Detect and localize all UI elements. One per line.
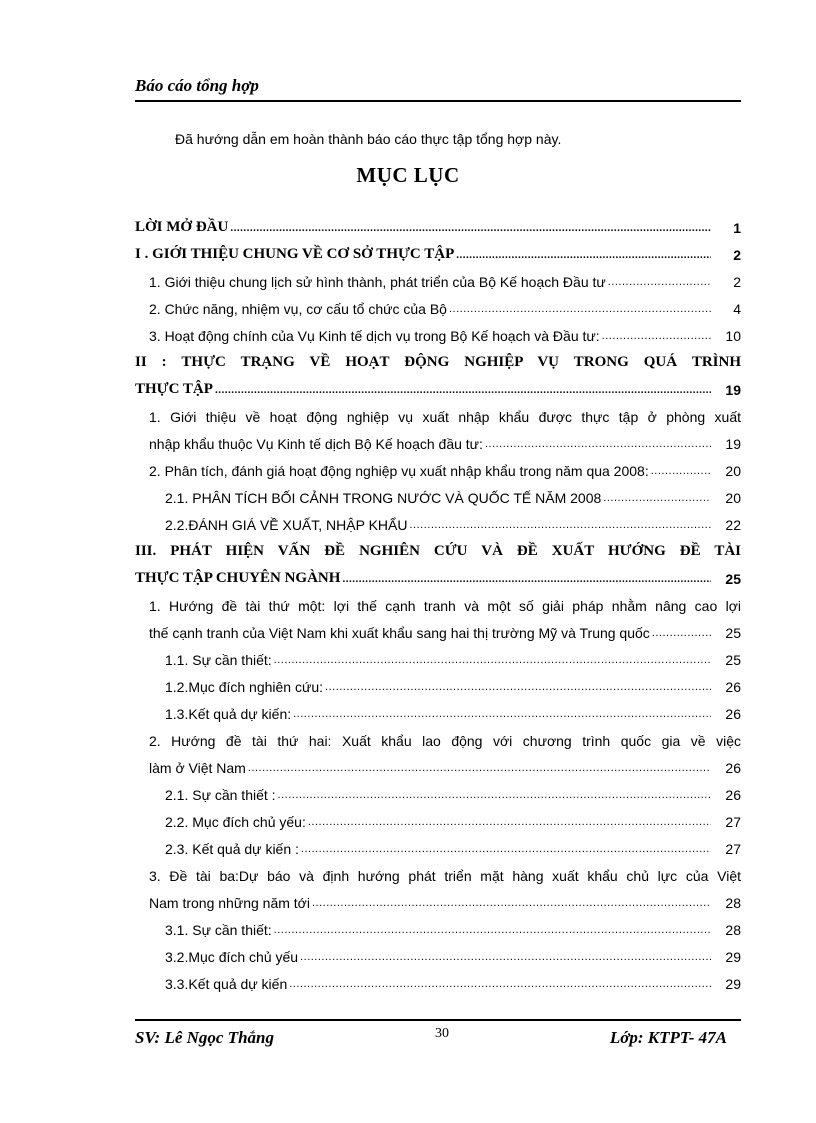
toc-entry-2-2-1[interactable] [135, 484, 741, 511]
toc-entry-text-continued: THỰC TẬP [135, 381, 213, 397]
toc-page-number: 22 [725, 516, 741, 533]
toc-entry-3-3-1[interactable] [135, 916, 741, 943]
toc-entry-3-1[interactable] [135, 592, 741, 646]
toc-entry-text: 1. Giới thiệu về hoạt động nghiệp vụ xuất nhập khẩu được thực tập ở phòng xuất [149, 408, 741, 425]
leader-dots [608, 276, 711, 288]
page-header [135, 76, 741, 102]
toc-entry-text: 2. Phân tích, đánh giá hoạt động nghiệp vụ xuất nhập khẩu trong năm qua 2008: [149, 462, 649, 479]
report-title: Báo cáo tổng hợp [135, 76, 259, 95]
intro-text: Đã hướng dẫn em hoàn thành báo cáo thực tập tổng hợp này. [175, 131, 562, 147]
leader-dots [602, 330, 711, 342]
toc-entry-loi-mo-dau[interactable] [135, 214, 741, 241]
toc-entry-text: 2.3. Kết quả dự kiến : [165, 840, 299, 857]
toc-entry-3-2-3[interactable] [135, 835, 741, 862]
leader-dots [293, 708, 711, 720]
toc-page-number: 29 [725, 948, 741, 965]
toc-page-number: 28 [725, 921, 741, 938]
toc-page-number: 19 [725, 381, 741, 398]
table-of-contents [135, 214, 741, 997]
toc-entry-text: 1.2.Mục đích nghiên cứu: [165, 678, 324, 695]
toc-entry-3-2-1[interactable] [135, 781, 741, 808]
toc-entry-3-2-2[interactable] [135, 808, 741, 835]
toc-entry-3-3-3[interactable] [135, 970, 741, 997]
toc-entry-text: 1. Hướng đề tài thứ một: lợi thế cạnh tranh và một số giải pháp nhằm nâng cao lợi [149, 597, 741, 614]
toc-entry-text: II : THỰC TRẠNG VỀ HOẠT ĐỘNG NGHIỆP VỤ TRONG QUÁ TRÌNH [135, 354, 741, 370]
toc-entry-3-1-2[interactable] [135, 673, 741, 700]
toc-page-number: 27 [725, 813, 741, 830]
toc-entry-text: 3. Hoạt động chính của Vụ Kinh tế dịch vụ trong Bộ Kế hoạch và Đầu tư: [149, 327, 600, 344]
leader-dots [449, 303, 711, 315]
toc-page-number: 26 [725, 678, 741, 695]
toc-entry-3-3-2[interactable] [135, 943, 741, 970]
toc-entry-1-2[interactable] [135, 295, 741, 322]
page-number: 30 [435, 1026, 449, 1041]
toc-entry-text: 2.2. Mục đích chủ yếu: [165, 813, 306, 830]
leader-dots [289, 978, 711, 990]
toc-entry-text: I . GIỚI THIỆU CHUNG VỀ CƠ SỞ THỰC TẬP [135, 246, 455, 262]
toc-entry-text: 3.3.Kết quả dự kiến [165, 975, 288, 992]
toc-page-number: 28 [725, 894, 741, 911]
toc-entry-text: 2.1. PHÂN TÍCH BỐI CẢNH TRONG NƯỚC VÀ QUỐC TẾ NĂM 2008 [165, 489, 602, 506]
toc-entry-3-3[interactable] [135, 862, 741, 916]
toc-entry-text: 2. Chức năng, nhiệm vụ, cơ cấu tổ chức của Bộ [149, 300, 447, 317]
leader-dots [485, 438, 711, 450]
leader-dots [274, 654, 711, 666]
toc-page-number: 27 [725, 840, 741, 857]
class-code: Lớp: KTPT- 47A [609, 1028, 727, 1047]
student-name: SV: Lê Ngọc Thắng [135, 1028, 274, 1047]
toc-entry-section-1[interactable] [135, 241, 741, 268]
leader-dots [456, 249, 711, 261]
toc-entry-2-2[interactable] [135, 457, 741, 484]
toc-entry-1-3[interactable] [135, 322, 741, 349]
toc-page-number: 2 [733, 246, 741, 263]
toc-entry-text-continued: THỰC TẬP CHUYÊN NGÀNH [135, 570, 341, 586]
leader-dots [603, 492, 711, 504]
toc-entry-text-continued: Nam trong những năm tới [149, 894, 310, 911]
toc-page-number: 25 [725, 624, 741, 641]
toc-entry-text: 2.1. Sự cần thiết : [165, 786, 276, 803]
toc-entry-text-continued: làm ở Việt Nam [149, 759, 246, 776]
toc-entry-text: 2.2.ĐÁNH GIÁ VỀ XUẤT, NHẬP KHẨU [165, 516, 408, 533]
leader-dots [215, 384, 711, 396]
leader-dots [230, 222, 711, 234]
leader-dots [409, 519, 711, 531]
leader-dots [342, 573, 711, 585]
toc-entry-section-2[interactable] [135, 349, 741, 403]
toc-page-number: 2 [733, 273, 741, 290]
toc-page-number: 26 [725, 786, 741, 803]
leader-dots [274, 924, 711, 936]
toc-entry-text: 3.2.Mục đích chủ yếu [165, 948, 299, 965]
leader-dots [325, 681, 711, 693]
toc-entry-text-continued: thế cạnh tranh của Việt Nam khi xuất khẩu sang hai thị trường Mỹ và Trung quốc [149, 624, 650, 641]
toc-entry-text-continued: nhập khẩu thuộc Vụ Kinh tế dịch Bộ Kế hoạch đầu tư: [149, 435, 483, 452]
leader-dots [652, 627, 711, 639]
toc-page-number: 4 [733, 300, 741, 317]
toc-page-number: 29 [725, 975, 741, 992]
leader-dots [301, 843, 711, 855]
leader-dots [248, 762, 711, 774]
toc-entry-3-1-3[interactable] [135, 700, 741, 727]
toc-entry-1-1[interactable] [135, 268, 741, 295]
toc-entry-text: 1. Giới thiệu chung lịch sử hình thành, phát triển của Bộ Kế hoạch Đầu tư [149, 273, 606, 290]
toc-entry-text: 1.3.Kết quả dự kiến: [165, 705, 292, 722]
toc-page-number: 25 [725, 651, 741, 668]
toc-entry-text: 2. Hướng đề tài thứ hai: Xuất khẩu lao động với chương trình quốc gia về việc [149, 732, 741, 749]
toc-entry-text: 1.1. Sự cần thiết: [165, 651, 272, 668]
toc-entry-3-2[interactable] [135, 727, 741, 781]
toc-page-number: 20 [725, 489, 741, 506]
toc-page-number: 20 [725, 462, 741, 479]
leader-dots [308, 816, 711, 828]
toc-entry-3-1-1[interactable] [135, 646, 741, 673]
toc-entry-section-3[interactable] [135, 538, 741, 592]
toc-entry-text: III. PHÁT HIỆN VẤN ĐỀ NGHIÊN CỨU VÀ ĐỀ XUẤT HƯỚNG ĐỀ TÀI [135, 543, 741, 559]
leader-dots [300, 951, 711, 963]
toc-page-number: 26 [725, 705, 741, 722]
toc-entry-text: 3. Đề tài ba:Dự báo và định hướng phát triển mặt hàng xuất khẩu chủ lực của Việt [149, 867, 741, 884]
toc-heading: MỤC LỤC [356, 163, 460, 187]
toc-page-number: 1 [733, 219, 741, 236]
toc-page-number: 10 [725, 327, 741, 344]
toc-page-number: 25 [725, 570, 741, 587]
toc-entry-text: LỜI MỞ ĐẦU [135, 219, 229, 235]
leader-dots [651, 465, 711, 477]
toc-page-number: 26 [725, 759, 741, 776]
leader-dots [312, 897, 711, 909]
toc-entry-2-1[interactable] [135, 403, 741, 457]
toc-page-number: 19 [725, 435, 741, 452]
toc-entry-2-2-2[interactable] [135, 511, 741, 538]
page-footer [135, 1019, 741, 1051]
leader-dots [278, 789, 711, 801]
toc-entry-text: 3.1. Sự cần thiết: [165, 921, 272, 938]
